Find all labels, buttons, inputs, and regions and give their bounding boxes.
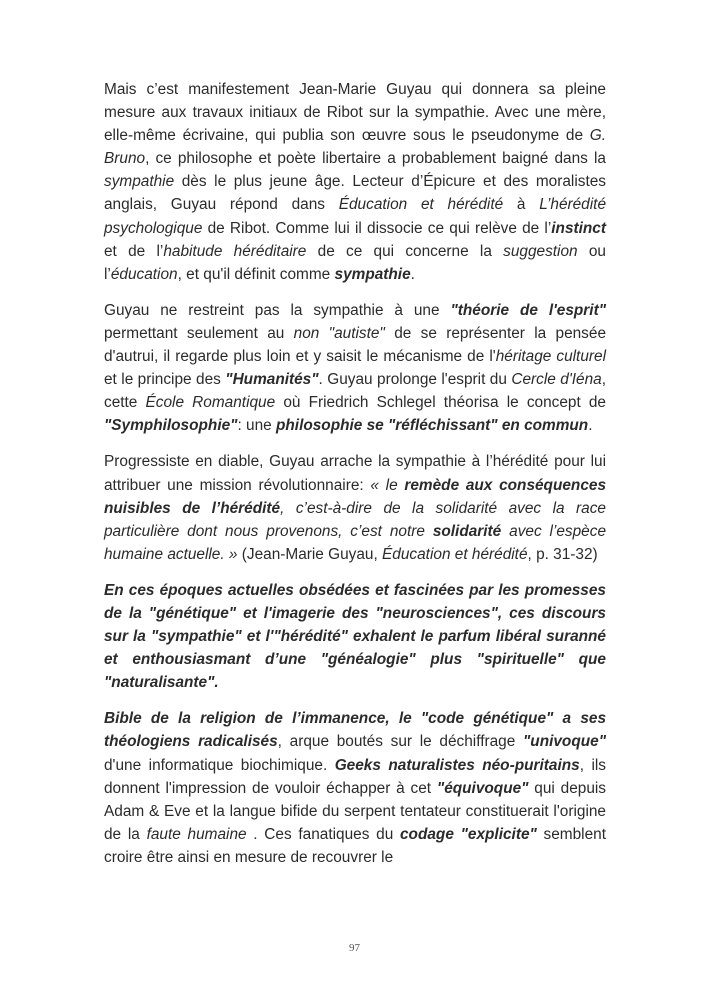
italic-text: avec l’espèce humaine actuelle. » (104, 522, 607, 563)
text-run: Progressiste en diable, Guyau arrache la sympathie à l’hérédité pour lui attribuer une mission révolutionnaire: (104, 453, 606, 494)
italic-text: , c’est-à-dire de la solidarité avec la race particulière dont nous provenons, c’est notre (104, 499, 606, 540)
italic-text: éducation (110, 265, 178, 283)
text-run: Mais c’est manifestement Jean-Marie Guyau qui donnera sa pleine mesure aux travaux initiaux de Ribot sur la sympathie. Avec une mère, elle-même écrivaine, qui publia son œuvre sous le pseudonyme de (104, 81, 606, 145)
text-run: de se représenter la pensée d'autrui, il regarde plus loin et y saisit le mécanisme de l' (104, 324, 607, 366)
emphasis-text: En ces époques actuelles obsédées et fascinées par les promesses de la "génétique" et l'imagerie des "neurosciences", ces discours sur la "sympathie" et l'"hérédité" exhalent le parfum libéral suranné et enthousiasmant d’une "généalogie" plus "spirituelle" que "naturalisante". (104, 581, 606, 692)
italic-text: École Romantique (145, 394, 276, 412)
paragraph (104, 707, 606, 869)
text-run: , ils donnent l'impression de vouloir échapper à cet (104, 756, 606, 797)
text-run: . (410, 265, 415, 283)
emphasis-text: instinct (551, 219, 606, 237)
emphasis-text: solidarité (432, 522, 502, 540)
text-run: où Friedrich Schlegel théorisa le concept de (275, 394, 606, 412)
paragraph (104, 450, 606, 565)
italic-text: sympathie (104, 173, 175, 191)
paragraph (104, 78, 606, 286)
text-run: , ce philosophe et poète libertaire a probablement baigné dans la (145, 150, 606, 168)
emphasis-text: Geeks naturalistes néo-puritains (334, 756, 580, 774)
text-run: permettant seulement au (104, 324, 294, 342)
emphasis-text: "Humanités" (225, 371, 319, 389)
italic-text: suggestion (503, 242, 578, 260)
emphasis-text: philosophie se "réfléchissant" en commun (275, 417, 589, 435)
text-run: . Ces fanatiques du (246, 825, 400, 843)
italic-text: Éducation et hérédité (382, 545, 528, 563)
emphasis-text: "univoque" (523, 733, 606, 751)
text-run: , arque boutés sur le déchiffrage (277, 733, 523, 751)
emphasis-text: "équivoque" (436, 779, 529, 797)
text-run: (Jean-Marie Guyau, (237, 545, 383, 563)
text-run: et de l’ (104, 242, 164, 260)
emphasis-text: remède aux conséquences nuisibles de l’hérédité (104, 476, 606, 517)
text-run: et le principe des (104, 371, 226, 389)
italic-text: « le (370, 476, 405, 494)
text-run: semblent croire être ainsi en mesure de recouvrer le (104, 825, 606, 866)
body-text (104, 78, 606, 882)
text-run: : une (237, 417, 276, 435)
text-run: Guyau ne restreint pas la sympathie à une (104, 301, 451, 319)
emphasis-text: codage "explicite" (400, 825, 537, 843)
emphasis-text: "Symphilosophie" (104, 417, 238, 435)
italic-text: non "autiste" (293, 324, 385, 342)
page-number: 97 (349, 942, 360, 954)
emphasis-text: "théorie de l'esprit" (450, 301, 606, 319)
italic-text: L’hérédité psychologique (104, 196, 606, 237)
text-run: d'une informatique biochimique. (104, 756, 335, 774)
italic-text: Éducation et hérédité (338, 196, 504, 214)
text-run: qui depuis Adam & Eve et la langue bifide du serpent tentateur constituerait l'origine de la (104, 779, 606, 843)
emphasis-text: Bible de la religion de l’immanence, le "code génétique" a ses théologiens radicalisés (104, 710, 606, 751)
paragraph (104, 579, 606, 694)
text-run: , cette (104, 371, 607, 412)
italic-text: G. Bruno (104, 127, 606, 168)
italic-text: héritage culturel (495, 348, 606, 366)
italic-text: faute humaine (146, 825, 247, 843)
emphasis-text: sympathie (334, 265, 411, 283)
italic-text: habitude héréditaire (163, 242, 307, 260)
paragraph (104, 299, 606, 438)
text-run: à (503, 196, 540, 214)
text-run: dès le plus jeune âge. Lecteur d’Épicure et des moralistes anglais, Guyau répond dans (104, 173, 606, 214)
text-run: . Guyau prolonge l'esprit du (318, 371, 512, 389)
text-run: de ce qui concerne la (306, 242, 504, 260)
text-run: , p. 31-32) (527, 545, 598, 563)
text-run: , et qu'il définit comme (177, 265, 335, 283)
italic-text: Cercle d'Iéna (511, 371, 602, 389)
text-run: . (588, 417, 593, 435)
text-run: de Ribot. Comme lui il dissocie ce qui relève de l’ (202, 219, 552, 237)
text-run: ou l’ (104, 242, 606, 283)
